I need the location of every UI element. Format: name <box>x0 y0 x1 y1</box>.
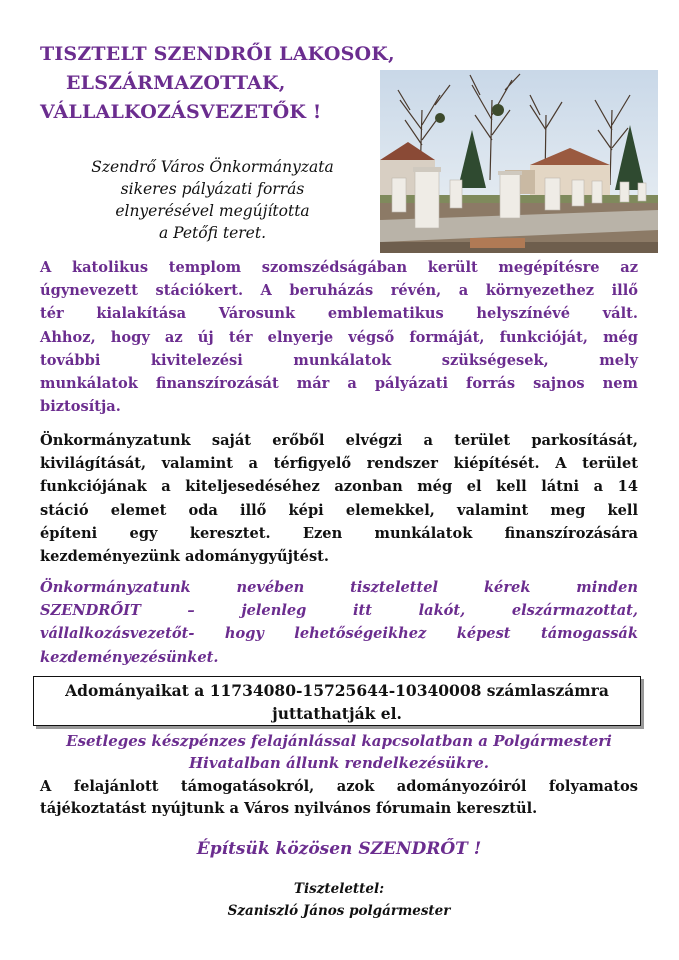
bank-account-line-2: juttathatják el. <box>272 704 402 723</box>
heading-line-3: VÁLLALKOZÁSVEZETŐK ! <box>40 101 322 123</box>
cash-offer-text <box>40 730 638 774</box>
intro-line: elnyerésével megújította <box>115 202 310 220</box>
intro-line: sikeres pályázati forrás <box>120 180 305 198</box>
intro-text <box>40 156 385 244</box>
intro-line: Szendrő Város Önkormányzata <box>91 158 334 176</box>
paragraph-line: kezdeményezünk adománygyűjtést. <box>40 548 329 566</box>
paragraph-line: munkálatok finanszírozását már a pályázati forrás sajnos nem <box>40 375 638 393</box>
paragraph-line: vállalkozásvezetőt- hogy lehetőségeikhez képest támogassák <box>40 625 638 643</box>
paragraph-line: Ahhoz, hogy az új tér elnyerje végső formáját, funkcióját, még <box>40 328 638 346</box>
park-photo-image <box>380 70 658 253</box>
signature <box>40 878 638 922</box>
heading-line-2: ELSZÁRMAZOTTAK, <box>66 72 286 94</box>
paragraph-line: stáció elemet oda illő képi elemekkel, valamint meg kell <box>40 501 638 519</box>
signature-greeting: Tisztelettel: <box>293 881 385 897</box>
page-heading <box>30 40 400 127</box>
paragraph-line: Önkormányzatunk nevében tisztelettel kérek minden <box>40 579 638 596</box>
info-line: A felajánlott támogatásokról, azok adományozóiról folyamatos <box>40 778 638 795</box>
bank-account-line: Adományaikat a 11734080-15725644-10340008 számlaszámra <box>65 681 609 700</box>
paragraph-project <box>40 256 638 418</box>
paragraph-line: úgynevezett stációkert. A beruházás révén, a környezethez illő <box>40 282 638 300</box>
paragraph-works <box>40 429 638 568</box>
paragraph-line: SZENDRŐIT – jelenleg itt lakót, elszármazottat, <box>40 602 638 620</box>
paragraph-line: Önkormányzatunk saját erőből elvégzi a terület parkosítását, <box>40 432 638 449</box>
signature-name: Szaniszló János polgármester <box>227 903 451 919</box>
paragraph-line: kivilágítását, valamint a térfigyelő rendszer kiépítését. A terület <box>40 455 638 473</box>
paragraph-request <box>40 576 638 669</box>
intro-line: a Petőfi teret. <box>158 224 267 242</box>
heading-line-1: TISZTELT SZENDRŐI LAKOSOK, <box>40 43 395 65</box>
info-line: tájékoztatást nyújtunk a Város nyilvános fórumain keresztül. <box>40 800 538 817</box>
paragraph-line: biztosítja. <box>40 398 121 416</box>
paragraph-line: építeni egy keresztet. Ezen munkálatok finanszírozására <box>40 524 638 542</box>
bank-account-box <box>33 676 641 726</box>
cash-line-1: Esetleges készpénzes felajánlással kapcsolatban a Polgármesteri <box>66 732 612 750</box>
slogan: Építsük közösen SZENDRŐT ! <box>196 839 482 859</box>
info-text <box>40 776 638 820</box>
paragraph-line: további kivitelezési munkálatok szükségesek, mely <box>40 351 638 369</box>
paragraph-line: A katolikus templom szomszédságában került megépítésre az <box>40 259 638 276</box>
park-photo <box>380 70 658 253</box>
cash-line-2: Hivatalban állunk rendelkezésükre. <box>188 754 490 772</box>
paragraph-line: tér kialakítása Városunk emblematikus helyszínévé vált. <box>40 305 638 323</box>
paragraph-line: kezdeményezésünket. <box>40 648 219 666</box>
paragraph-line: funkciójának a kiteljesedéséhez azonban még el kell látni a 14 <box>40 478 638 496</box>
